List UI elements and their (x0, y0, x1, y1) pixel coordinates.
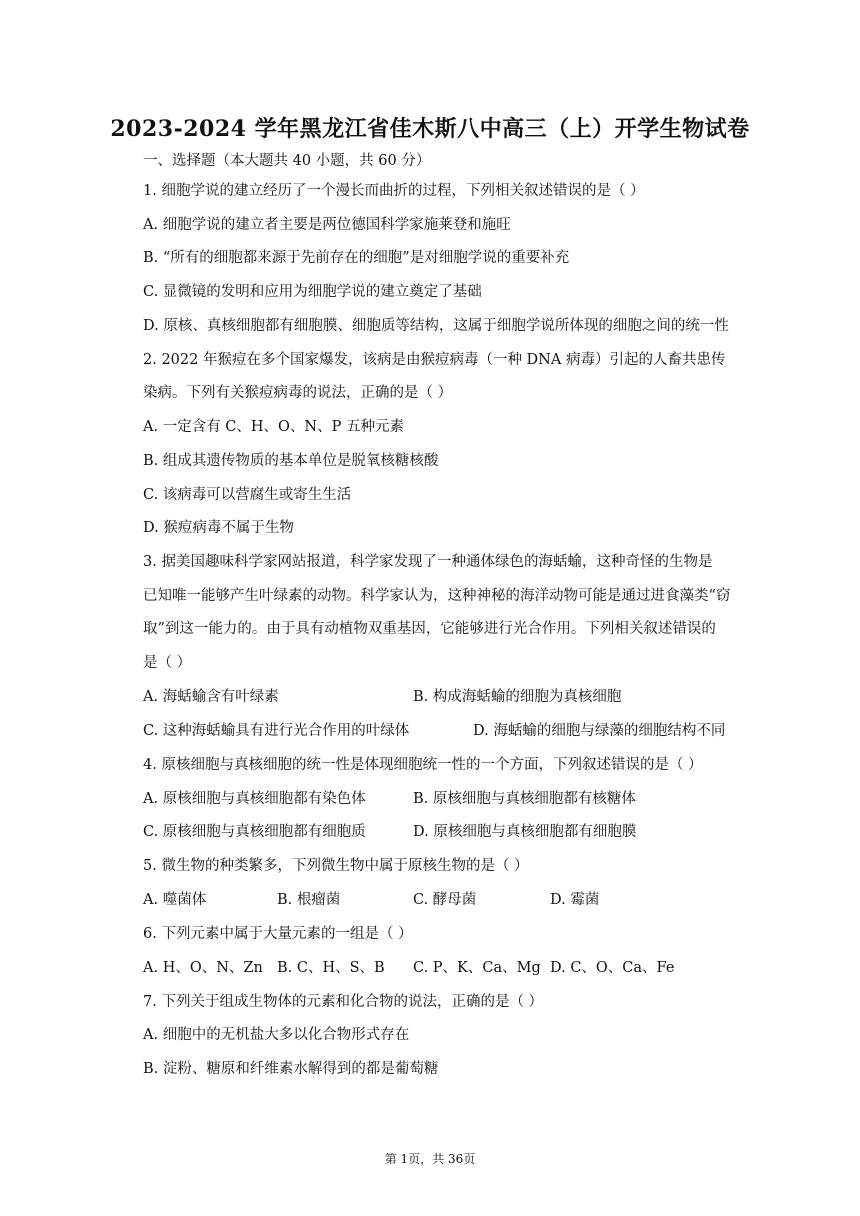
question-7-stem: 7. 下列关于组成生物体的元素和化合物的说法，正确的是（ ） (143, 994, 544, 1010)
question-5-stem: 5. 微生物的种类繁多，下列微生物中属于原核生物的是（ ） (143, 858, 529, 874)
question-3-option-d: D. 海蛞蝓的细胞与绿藻的细胞结构不同 (473, 723, 726, 739)
question-1-option-b: B. “所有的细胞都来源于先前存在的细胞”是对细胞学说的重要补充 (143, 250, 570, 266)
question-1-option-c: C. 显微镜的发明和应用为细胞学说的建立奠定了基础 (143, 284, 482, 300)
question-3-option-a: A. 海蛞蝓含有叶绿素 (143, 689, 279, 705)
question-2-option-c: C. 该病毒可以营腐生或寄生生活 (143, 487, 352, 503)
question-5-option-d: D. 霉菌 (550, 892, 600, 908)
question-6-option-b: B. C、H、S、B (277, 960, 385, 976)
question-1-option-a: A. 细胞学说的建立者主要是两位德国科学家施莱登和施旺 (143, 217, 511, 233)
question-2-option-a: A. 一定含有 C、H、O、N、P 五种元素 (143, 419, 404, 435)
question-7-option-b: B. 淀粉、糖原和纤维素水解得到的都是葡萄糖 (143, 1061, 439, 1077)
question-6-stem: 6. 下列元素中属于大量元素的一组是（ ） (143, 926, 413, 942)
question-5-option-c: C. 酵母菌 (413, 892, 477, 908)
section-heading: 一、选择题（本大题共 40 小题，共 60 分） (143, 153, 431, 169)
question-6-option-a: A. H、O、N、Zn (143, 960, 263, 976)
question-6-option-d: D. C、O、Ca、Fe (550, 960, 675, 976)
question-3-stem-line-1: 3. 据美国趣味科学家网站报道，科学家发现了一种通体绿色的海蛞蝓，这种奇怪的生物是 (143, 554, 713, 570)
question-4-option-a: A. 原核细胞与真核细胞都有染色体 (143, 791, 366, 807)
question-3-option-b: B. 构成海蛞蝓的细胞为真核细胞 (413, 689, 622, 705)
question-1-option-d: D. 原核、真核细胞都有细胞膜、细胞质等结构，这属于细胞学说所体现的细胞之间的统一性 (143, 318, 729, 334)
question-2-stem-line-1: 2. 2022 年猴痘在多个国家爆发，该病是由猴痘病毒（一种 DNA 病毒）引起的人畜共患传 (143, 352, 726, 368)
question-5-option-b: B. 根瘤菌 (277, 892, 341, 908)
question-3-option-c: C. 这种海蛞蝓具有进行光合作用的叶绿体 (143, 723, 410, 739)
question-3-stem-line-3: 取”到这一能力的。由于具有动植物双重基因，它能够进行光合作用。下列相关叙述错误的 (143, 621, 716, 637)
question-7-option-a: A. 细胞中的无机盐大多以化合物形式存在 (143, 1027, 410, 1043)
question-4-stem: 4. 原核细胞与真核细胞的统一性是体现细胞统一性的一个方面，下列叙述错误的是（ ） (143, 757, 703, 773)
question-4-option-c: C. 原核细胞与真核细胞都有细胞质 (143, 824, 366, 840)
question-3-stem-line-2: 已知唯一能够产生叶绿素的动物。科学家认为，这种神秘的海洋动物可能是通过进食藻类“窃 (143, 588, 731, 604)
question-5-option-a: A. 噬菌体 (143, 892, 207, 908)
question-4-option-b: B. 原核细胞与真核细胞都有核糖体 (413, 791, 636, 807)
question-2-option-b: B. 组成其遗传物质的基本单位是脱氧核糖核酸 (143, 453, 439, 469)
question-4-option-d: D. 原核细胞与真核细胞都有细胞膜 (413, 824, 637, 840)
question-2-stem-line-2: 染病。下列有关猴痘病毒的说法，正确的是（ ） (143, 385, 453, 401)
question-6-option-c: C. P、K、Ca、Mg (413, 960, 541, 976)
question-1-stem: 1. 细胞学说的建立经历了一个漫长而曲折的过程，下列相关叙述错误的是（ ） (143, 183, 645, 199)
page-footer: 第 1页，共 36页 (384, 1152, 476, 1166)
exam-title: 2023-2024 学年黑龙江省佳木斯八中高三（上）开学生物试卷 (110, 116, 750, 142)
question-3-stem-line-4: 是（ ） (143, 655, 192, 671)
question-2-option-d: D. 猴痘病毒不属于生物 (143, 520, 294, 536)
